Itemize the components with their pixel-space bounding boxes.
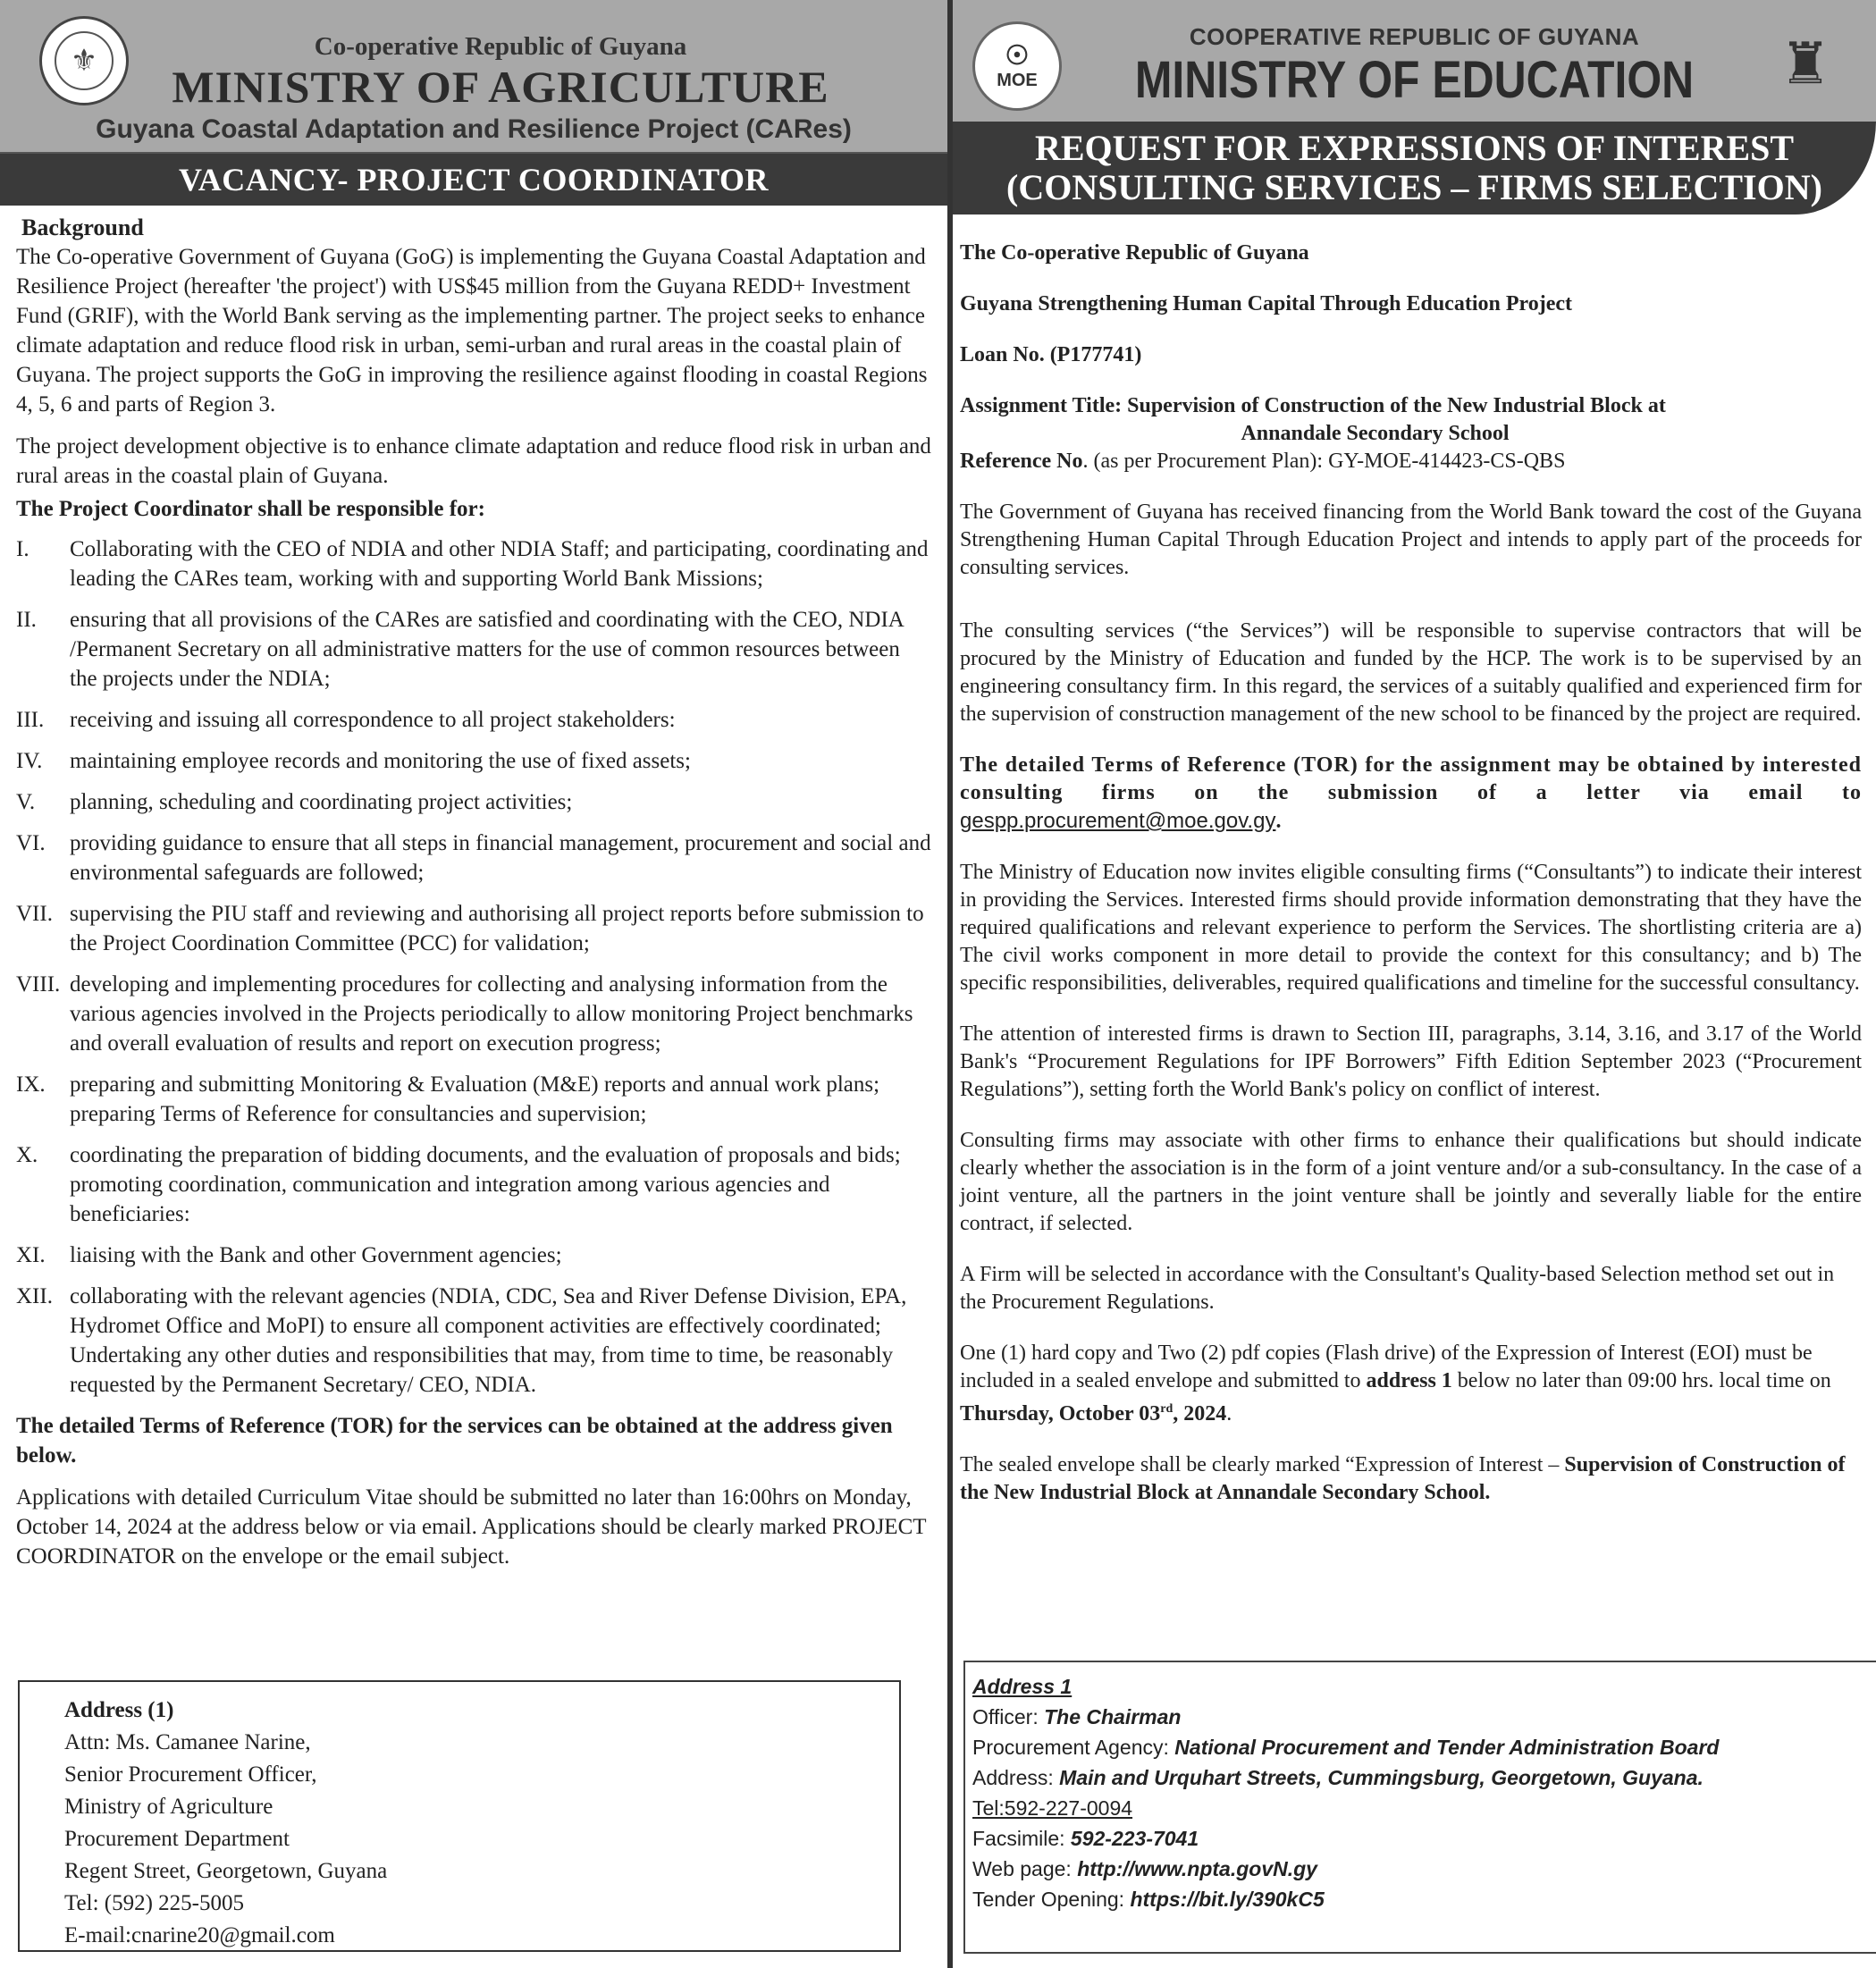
tender-opening-link[interactable]: https://bit.ly/390kC5 [1130, 1888, 1325, 1911]
responsibility-text: coordinating the preparation of bidding documents, and the evaluation of proposals and bids; promoting coordination, communication and integration among various agencies and beneficiaries: [70, 1143, 901, 1226]
address-line: Tel: (592) 225-5005 [64, 1891, 244, 1915]
tor-paragraph: The detailed Terms of Reference (TOR) for the assignment may be obtained by interested consulting firms on the submission of a letter via email to gespp.procurement@moe.gov.gy. [960, 753, 1862, 833]
project-name: Guyana Strengthening Human Capital Through Education Project [960, 292, 1573, 315]
agriculture-country-line: Co-operative Republic of Guyana [314, 32, 687, 61]
agriculture-address-box [18, 1680, 901, 1952]
responsibility-item [16, 705, 931, 735]
coat-of-arms-icon: ♜ [1779, 32, 1831, 96]
street-address-line: Address: Main and Urquhart Streets, Cummingsburg, Georgetown, Guyana. [972, 1766, 1704, 1789]
responsibility-text: preparing and submitting Monitoring & Evaluation (M&E) reports and annual work plans; preparing Terms of Reference for consultancies and supervision; [70, 1072, 880, 1126]
officer-line: Officer: The Chairman [972, 1705, 1182, 1728]
email-link[interactable]: E-mail:cnarine20@gmail.com [64, 1923, 335, 1947]
responsibility-number: XI. [16, 1243, 46, 1267]
vacancy-banner: VACANCY- PROJECT COORDINATOR [0, 154, 947, 206]
responsibility-number: IX. [16, 1072, 46, 1097]
responsibility-text: collaborating with the relevant agencies (NDIA, CDC, Sea and River Defense Division, EPA, Hydromet Office and MoPI) to ensure all component activities are effectively coordinated; Undertaking any other duties and responsibilities that may, from time to time, be reasonably requested by the Permanent Secretary/ CEO, NDIA. [70, 1284, 907, 1397]
eoi-banner [953, 122, 1876, 214]
responsibility-number: VIII. [16, 972, 61, 997]
responsibility-number: IV. [16, 749, 43, 773]
responsibility-text: Collaborating with the CEO of NDIA and other NDIA Staff; and participating, coordinating and leading the CARes team, working with and supporting World Bank Missions; [70, 537, 929, 591]
address-line: Attn: Ms. Camanee Narine, [64, 1730, 311, 1754]
responsibility-item [16, 1070, 931, 1129]
invitation-paragraph: The Ministry of Education now invites eligible consulting firms (“Consultants”) to indicate their interest in providing the Services. Interested firms should provide information demonstrating that they have the required qualifications and relevant experience to perform the Services. The shortlisting criteria are a) The civil works component in more detail to provide the context for this consultancy; and b) The specific responsibilities, deliverables, required qualifications and timeline for the successful consultancy. [960, 861, 1862, 995]
eoi-banner-line1: REQUEST FOR EXPRESSIONS OF INTEREST [1034, 128, 1795, 168]
responsibility-text: planning, scheduling and coordinating project activities; [70, 790, 573, 814]
association-paragraph: Consulting firms may associate with other firms to enhance their qualifications but should indicate clearly whether the association is in the form of a joint venture and/or a sub-consultancy. In the case of a joint venture, all the partners in the joint venture shall be jointly and severally liable for the entire contract, if selected. [960, 1129, 1862, 1235]
education-ministry-title: MINISTRY OF EDUCATION [1134, 51, 1695, 109]
fax-line: Facsimile: 592-223-7041 [972, 1827, 1199, 1850]
responsibility-item [16, 534, 931, 593]
responsibility-text: receiving and issuing all correspondence to all project stakeholders: [70, 708, 676, 732]
tor-email-link[interactable]: gespp.procurement@moe.gov.gy [960, 809, 1276, 833]
responsibility-number: III. [16, 708, 45, 732]
responsibility-item [16, 746, 931, 776]
responsibility-text: developing and implementing procedures for collecting and analysing information from the various agencies involved in the Projects periodically to allow monitoring Project benchmarks and overall evaluation of results and report on execution progress; [70, 972, 913, 1055]
moe-logo-icon: ☉ MOE [972, 21, 1062, 111]
financing-paragraph: The Government of Guyana has received financing from the World Bank toward the cost of the Guyana Strengthening Human Capital Through Education Project and intends to apply part of the proceeds for consulting services. [960, 500, 1862, 579]
address-line: Senior Procurement Officer, [64, 1762, 317, 1787]
responsibilities-heading: The Project Coordinator shall be responsible for: [16, 497, 485, 521]
webpage-link[interactable]: http://www.npta.govN.gy [1077, 1857, 1317, 1880]
telephone-line: Tel:592-227-0094 [972, 1796, 1133, 1820]
services-paragraph: The consulting services (“the Services”) will be responsible to supervise contractors that will be procured by the Ministry of Education and funded by the HCP. The work is to be supervised by an engineering consultancy firm. In this regard, the services of a suitably qualified and experienced firm for the supervision of construction management of the new school to be financed by the project are required. [960, 619, 1862, 726]
responsibility-text: maintaining employee records and monitoring the use of fixed assets; [70, 749, 691, 773]
responsibility-number: I. [16, 537, 29, 561]
responsibility-number: VII. [16, 902, 53, 926]
tor-note: The detailed Terms of Reference (TOR) for the services can be obtained at the address given below. [16, 1414, 893, 1468]
education-eoi-ad [949, 0, 1876, 1968]
background-paragraph: The Co-operative Government of Guyana (GoG) is implementing the Guyana Coastal Adaptation and Resilience Project (hereafter 'the project') with US$45 million from the Guyana REDD+ Investment Fund (GRIF), with the World Bank serving as the implementing partner. The project seeks to enhance climate adaptation and reduce flood risk in urban, semi-urban and rural areas in the coastal plain of Guyana. The project supports the GoG in improving the resilience against flooding in coastal Regions 4, 5, 6 and parts of Region 3. [16, 245, 928, 416]
responsibility-item [16, 787, 931, 817]
responsibility-text: liaising with the Bank and other Government agencies; [70, 1243, 562, 1267]
education-country-line: COOPERATIVE REPUBLIC OF GUYANA [1189, 23, 1640, 50]
loan-number: Loan No. (P177741) [960, 343, 1142, 366]
responsibilities-list [16, 534, 931, 1400]
agriculture-ministry-title: MINISTRY OF AGRICULTURE [172, 62, 829, 112]
assignment-title: Assignment Title: Supervision of Construction of the New Industrial Block at [960, 394, 1666, 417]
responsibility-item [16, 1241, 931, 1270]
objective-paragraph: The project development objective is to enhance climate adaptation and reduce flood risk in urban and rural areas in the coastal plain of Guyana. [16, 434, 931, 488]
responsibility-item [16, 828, 931, 887]
eoi-body [960, 240, 1862, 1530]
webpage-line: Web page: http://www.npta.govN.gy [972, 1857, 1317, 1880]
applications-note: Applications with detailed Curriculum Vitae should be submitted no later than 16:00hrs on Monday, October 14, 2024 at the address below or via email. Applications should be clearly marked PROJECT COORDINATOR on the envelope or the email subject. [16, 1485, 927, 1569]
agriculture-address-title: Address (1) [64, 1698, 174, 1722]
envelope-paragraph: The sealed envelope shall be clearly marked “Expression of Interest – Supervision of Construction of the New Industrial Block at Annandale Secondary School. [960, 1453, 1846, 1504]
responsibility-number: X. [16, 1143, 38, 1167]
responsibility-item [16, 970, 931, 1058]
education-address-box [963, 1661, 1876, 1954]
agency-line: Procurement Agency: National Procurement and Tender Administration Board [972, 1736, 1720, 1759]
vacancy-body [16, 213, 931, 1584]
attention-paragraph: The attention of interested firms is drawn to Section III, paragraphs, 3.14, 3.16, and 3.17 of the World Bank's “Procurement Regulations for IPF Borrowers” Fifth Edition September 2023 (“Procurement Regulations”), setting forth the World Bank's policy on conflict of interest. [960, 1022, 1862, 1101]
assignment-title-line2: Annandale Secondary School [1241, 422, 1510, 445]
responsibility-number: V. [16, 790, 36, 814]
agriculture-project-title: Guyana Coastal Adaptation and Resilience Project (CARes) [96, 114, 852, 144]
tender-opening-line: Tender Opening: https://bit.ly/390kC5 [972, 1888, 1325, 1911]
responsibility-item [16, 1140, 931, 1229]
responsibility-number: II. [16, 608, 37, 632]
reference-number: Reference No. (as per Procurement Plan): GY-MOE-414423-CS-QBS [960, 450, 1566, 473]
responsibility-text: supervising the PIU staff and reviewing and authorising all project reports before submission to the Project Coordination Committee (PCC) for validation; [70, 902, 924, 955]
responsibility-item [16, 899, 931, 958]
address-line: Procurement Department [64, 1827, 290, 1851]
responsibility-number: XII. [16, 1284, 53, 1308]
responsibility-text: providing guidance to ensure that all steps in financial management, procurement and social and environmental safeguards are followed; [70, 831, 931, 885]
responsibility-item [16, 1282, 931, 1400]
country-name: The Co-operative Republic of Guyana [960, 241, 1309, 265]
selection-paragraph: A Firm will be selected in accordance with the Consultant's Quality-based Selection method set out in the Procurement Regulations. [960, 1263, 1835, 1314]
education-header [953, 0, 1876, 122]
address-line: Regent Street, Georgetown, Guyana [64, 1859, 388, 1883]
responsibility-text: ensuring that all provisions of the CARes are satisfied and coordinating with the CEO, NDIA /Permanent Secretary on all administrative matters for the use of common resources between the projects under the NDIA; [70, 608, 904, 691]
responsibility-number: VI. [16, 831, 46, 855]
education-address-title: Address 1 [972, 1675, 1073, 1698]
eoi-banner-line2: (CONSULTING SERVICES – FIRMS SELECTION) [1006, 167, 1822, 207]
address-line: Ministry of Agriculture [64, 1795, 273, 1819]
guyana-seal-icon: ⚜ [39, 16, 129, 105]
agriculture-header [0, 0, 947, 154]
background-heading: Background [21, 214, 144, 240]
responsibility-item [16, 605, 931, 694]
submission-paragraph: One (1) hard copy and Two (2) pdf copies (Flash drive) of the Expression of Interest (EOI) must be included in a sealed envelope and submitted to address 1 below no later than 09:00 hrs. local time on Thursday, October 03rd, 2024. [960, 1341, 1831, 1426]
